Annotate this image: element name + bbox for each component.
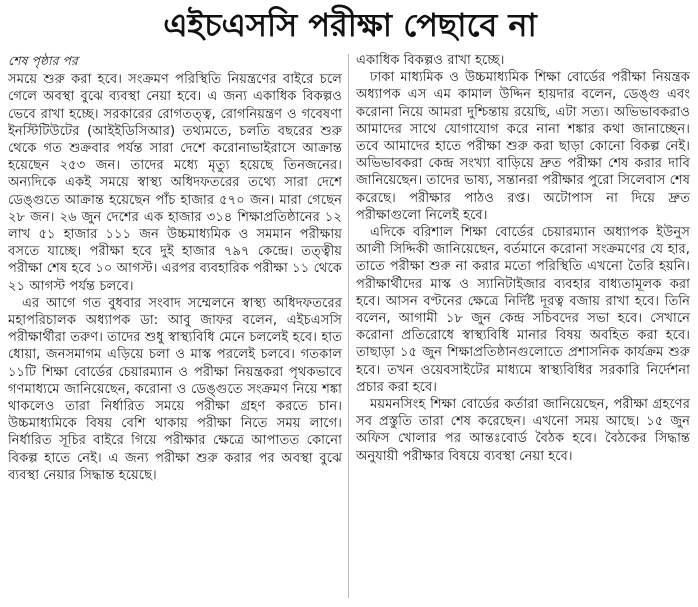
paragraph: ময়মনসিংহ শিক্ষা বোর্ডের কর্তারা জানিয়েছেন, পরীক্ষা গ্রহণের সব প্রস্তুতি তারা শেষ করেছেন। এখনো সময় আছে। ১৫ জুন অফিস খোলার পর আন্তঃবোর্ড বৈঠক হবে। বৈঠকের সিদ্ধান্ত অনুযায়ী পরীক্ষার বিষয়ে ব্যবস্থা নেয়া হবে। <box>356 397 690 464</box>
paragraph: ঢাকা মাধ্যমিক ও উচ্চমাধ্যমিক শিক্ষা বোর্ডের পরীক্ষা নিয়ন্ত্রক অধ্যাপক এস এম কামাল উদ্দিন হায়দার বলেন, ডেঙ্গু এবং করোনা নিয়ে আমরা দুশ্চিন্তায় রয়েছি, এটা সত্য। অভিভাবকরাও আমাদের সাথে যোগাযোগ করে নানা শঙ্কার কথা জানাচ্ছেন। তবে আমাদের হাতে পরীক্ষা শুরু করা ছাড়া কোনো বিকল্প নেই। অভিভাবকরা কেন্দ্র সংখ্যা বাড়িয়ে দ্রুত পরীক্ষা শেষ করার দাবি জানিয়েছেন। তাদের ভাষ্য, সন্তানরা পরীক্ষার পুরো সিলেবাস শেষ করেছে। পরীক্ষার পাঠও রপ্ত। অটোপাস না দিয়ে দ্রুত পরীক্ষাগুলো নিলেই হবে। <box>356 70 690 223</box>
headline: এইচএসসি পরীক্ষা পেছাবে না <box>163 6 537 44</box>
continued-from-label: শেষ পৃষ্ঠার পর <box>8 53 78 68</box>
paragraph: সময়ে শুরু করা হবে। সংক্রমণ পরিস্থিতি নিয়ন্ত্রণের বাইরে চলে গেলে অবস্থা বুঝে ব্যবস্থা নেয়া হবে। এ জন্য একাধিক বিকল্পও ভেবে রাখা হচ্ছে। সরকারের রোগতত্ত্ব, রোগনিয়ন্ত্রণ ও গবেষণা ইনস্টিটিউটের (আইইডিসিআর) তথ্যমতে, চলতি বছরের শুরু থেকে গত শুক্রবার পর্যন্ত সারা দেশে করোনাভাইরাসে আক্রান্ত হয়েছেন ২৫৩ জন। তাদের মধ্যে মৃত্যু হয়েছে তিনজনের। অন্যদিকে একই সময়ে স্বাস্থ্য অধিদফতরের তথ্যে সারা দেশে ডেঙ্গুতে আক্রান্ত হয়েছেন পাঁচ হাজার ৫৭০ জন। মারা গেছেন ২৮ জন। ২৬ জুন দেশের এক হাজার ৩১৪ শিক্ষাপ্রতিষ্ঠানের ১২ লাখ ৫১ হাজার ১১১ জন উচ্চমাধ্যমিক ও সমমান পরীক্ষায় বসতে যাচ্ছে। পরীক্ষা হবে দুই হাজার ৭৯৭ কেন্দ্রে। তত্ত্বীয় পরীক্ষা শেষ হবে ১০ আগস্ট। এরপর ব্যবহারিক পরীক্ষা ১১ থেকে ২১ আগস্ট পর্যন্ত চলবে। <box>8 72 342 294</box>
paragraph: এর আগে গত বুধবার সংবাদ সম্মেলনে স্বাস্থ্য অধিদফতরের মহাপরিচালক অধ্যাপক ডা: আবু জাফর বলেন, এইচএসসি পরীক্ষার্থীরা তরুণ। তাদের শুধু স্বাস্থ্যবিধি মেনে চললেই হবে। হাত ধোয়া, জনসমাগম এড়িয়ে চলা ও মাস্ক পরলেই চলবে। গতকাল ১১টি শিক্ষা বোর্ডের চেয়ারম্যান ও পরীক্ষা নিয়ন্ত্রকরা পৃথকভাবে গণমাধ্যমে জানিয়েছেন, করোনা ও ডেঙ্গুতে সংক্রমণ নিয়ে শঙ্কা থাকলেও তারা নির্ধারিত সময়ে পরীক্ষা গ্রহণ করতে চান। উচ্চমাধ্যমিকে বিষয় বেশি থাকায় পরীক্ষা নিতে সময় লাগে। নির্ধারিত সূচির বাইরে গিয়ে পরীক্ষার ক্ষেত্রে আপাতত কোনো বিকল্প হাতে নেই। এ জন্য পরীক্ষা শুরু করার পর অবস্থা বুঝে ব্যবস্থা নেয়ার সিদ্ধান্ত হয়েছে। <box>8 295 342 483</box>
paragraph: একাধিক বিকল্পও রাখা হচ্ছে। <box>356 53 505 68</box>
article-column-right <box>356 52 690 600</box>
column-divider <box>348 54 349 598</box>
paragraph: এদিকে বরিশাল শিক্ষা বোর্ডের চেয়ারম্যান অধ্যাপক ইউনুস আলী সিদ্দিকী জানিয়েছেন, বর্তমানে করোনা সংক্রমণের যে হার, তাতে পরীক্ষা শুরু না করার মতো পরিস্থিতি এখনো তৈরি হয়নি। পরীক্ষার্থীদের মাস্ক ও স্যানিটাইজার ব্যবহার বাধ্যতামূলক করা হবে। আসন বণ্টনের ক্ষেত্রে নির্দিষ্ট দূরত্ব বজায় রাখা হবে। তিনি বলেন, আগামী ১৮ জুন কেন্দ্র সচিবদের সভা হবে। সেখানে করোনা প্রতিরোধে স্বাস্থ্যবিধি মানার বিষয় অবহিত করা হবে। তাছাড়া ১৫ জুন শিক্ষাপ্রতিষ্ঠানগুলোতে প্রশাসনিক কার্যক্রম শুরু হবে। তখন ওয়েবসাইটের মাধ্যমে স্বাস্থ্যবিধির সরকারি নির্দেশনা প্রচার করা হবে। <box>356 225 690 395</box>
article-column-left <box>8 52 342 600</box>
